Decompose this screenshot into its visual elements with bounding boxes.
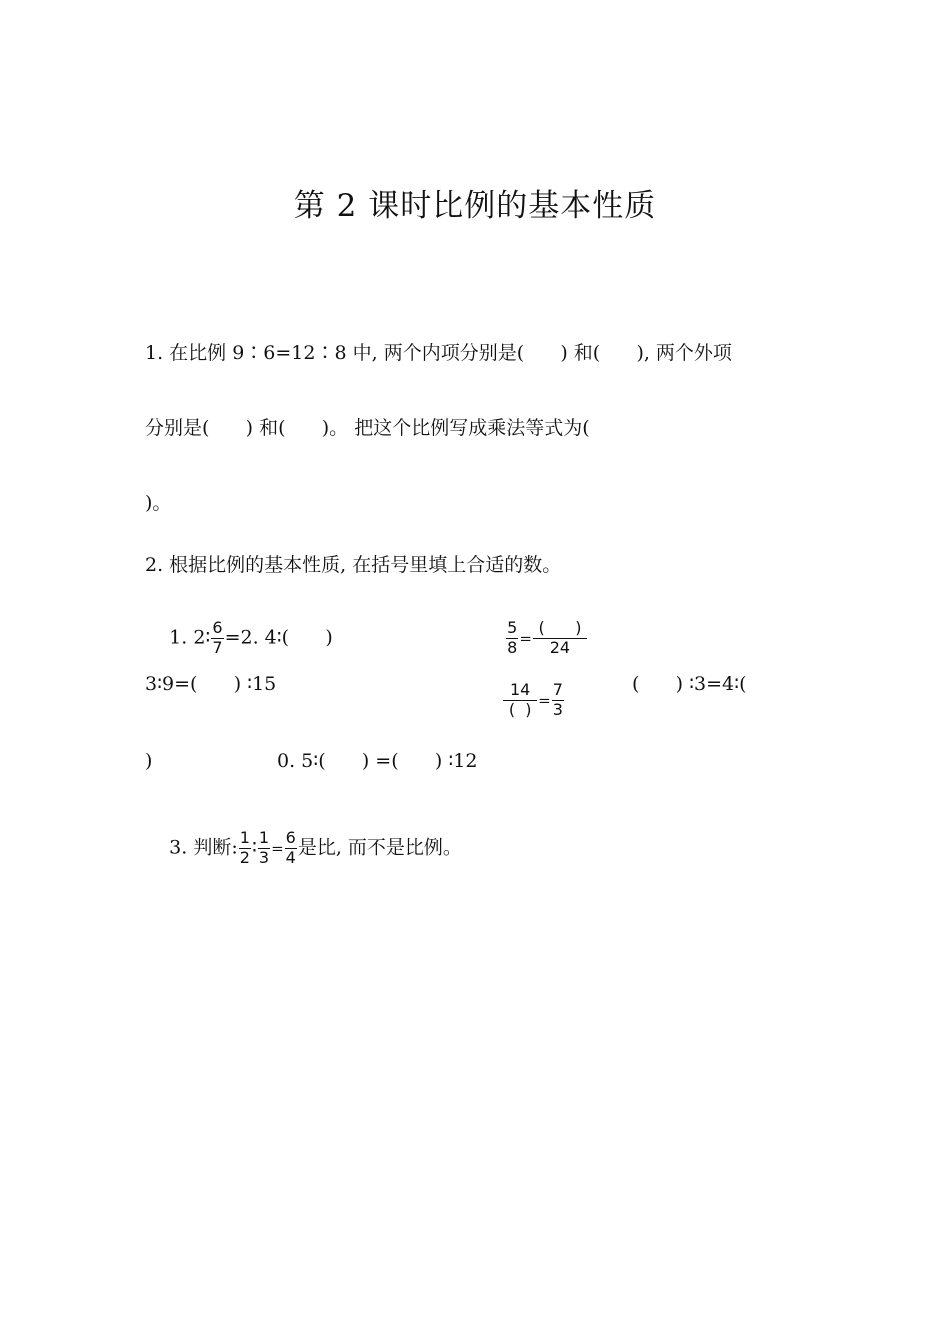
fraction-denominator: 8 [507, 637, 518, 657]
fraction-numerator: 6 [285, 828, 296, 847]
question-3 [145, 808, 462, 889]
equals-sign: = [538, 691, 551, 710]
item-a-suffix: =2. 4∶( ) [224, 626, 333, 649]
fraction-14-over-blank [503, 682, 537, 719]
question-2-item-c: 3∶9=( ) ∶15 [145, 673, 277, 695]
fraction-blank-over-24 [533, 620, 587, 657]
fraction-numerator: 1 [239, 828, 250, 847]
equals-sign: = [271, 839, 284, 858]
fraction-denominator: 2 [239, 847, 250, 867]
question-2-item-e-start: ( ) ∶3=4∶( [632, 673, 747, 695]
item-a-prefix: 1. 2∶ [169, 626, 211, 649]
fraction-numerator: 1 [258, 828, 270, 847]
fraction-one-third [258, 830, 270, 867]
question-2-item-f: 0. 5∶( ) =( ) ∶12 [277, 750, 478, 772]
fraction-seven-thirds [552, 682, 564, 719]
fraction-one-half [239, 830, 251, 867]
fraction-denominator: 3 [552, 699, 563, 719]
fraction-numerator: 5 [507, 618, 518, 637]
fraction-numerator: 6 [212, 618, 223, 637]
question-1-line-3: )。 [145, 492, 172, 514]
fraction-numerator: 14 [503, 682, 537, 701]
question-3-prefix: 3. 判断: [169, 836, 238, 859]
question-2-item-d [478, 660, 565, 741]
equals-sign: = [519, 629, 532, 648]
question-2-heading: 2. 根据比例的基本性质, 在括号里填上合适的数。 [145, 554, 562, 576]
fraction-numerator: ( ) [533, 620, 587, 639]
fraction-numerator: 7 [552, 680, 563, 699]
fraction-denominator: ( ) [508, 699, 532, 719]
fraction-five-eighths [506, 620, 518, 657]
fraction-six-fourths [285, 830, 297, 867]
question-1-line-1: 1. 在比例 9∶6=12∶8 中, 两个内项分别是( ) 和( ), 两个外项 [145, 342, 732, 364]
ratio-colon: ∶ [251, 836, 257, 859]
fraction-denominator: 4 [285, 847, 296, 867]
question-1-line-2: 分别是( ) 和( )。 把这个比例写成乘法等式为( [145, 417, 590, 439]
page-title: 第 2 课时比例的基本性质 [293, 188, 657, 224]
question-2-item-e-end: ) [145, 750, 153, 772]
fraction-denominator: 24 [549, 637, 571, 657]
fraction-denominator: 7 [212, 637, 223, 657]
fraction-denominator: 3 [258, 847, 270, 867]
fraction-six-sevenths [211, 620, 223, 657]
question-2-item-a [145, 598, 333, 679]
question-3-suffix: 是比, 而不是比例。 [297, 836, 462, 859]
